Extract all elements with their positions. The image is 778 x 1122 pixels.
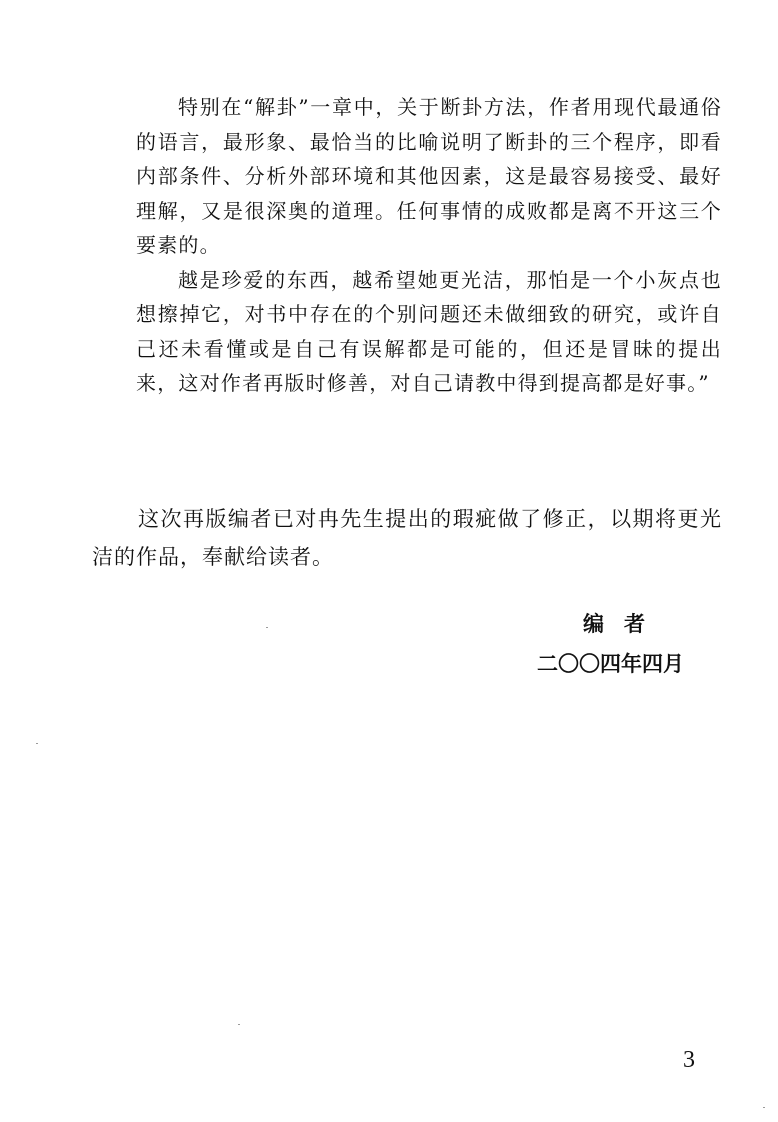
quote-paragraph-2: 越是珍爱的东西，越希望她更光洁，那怕是一个小灰点也想擦掉它，对书中存在的个别问题还未做细致的研究，或许自己还未看懂或是自己有误解都是可能的，但还是冒昧的提出来，这对作者再版时修善，对自己请教中得到提高都是好事。”	[136, 267, 722, 395]
signature-date: 二〇〇四年四月	[537, 652, 684, 676]
scan-speck	[266, 627, 268, 628]
editor-note-paragraph: 这次再版编者已对冉先生提出的瑕疵做了修正，以期将更光洁的作品，奉献给读者。	[92, 507, 722, 569]
quote-paragraph-1: 特别在“解卦”一章中，关于断卦方法，作者用现代最通俗的语言，最形象、最恰当的比喻说明了断卦的三个程序，即看内部条件、分析外部环境和其他因素，这是最容易接受、最好理解，又是很深奥的道理。任何事情的成败都是离不开这三个要素的。	[136, 95, 722, 257]
scan-speck	[238, 1024, 240, 1025]
scan-speck	[36, 743, 38, 744]
page-number: 3	[683, 1047, 695, 1073]
quoted-letter	[136, 90, 722, 401]
signature-author: 编者	[583, 612, 665, 636]
editor-note	[92, 500, 722, 576]
scan-speck	[763, 1107, 765, 1108]
